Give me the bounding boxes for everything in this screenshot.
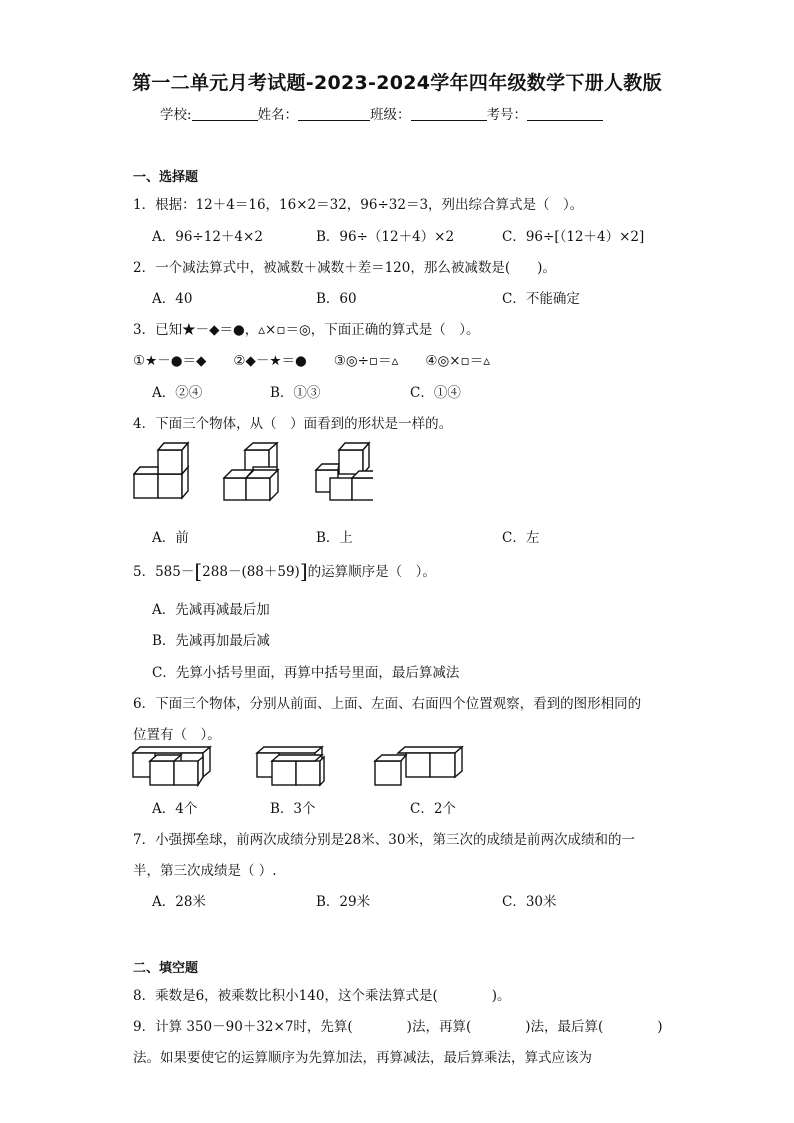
q6-option-a[interactable]: A．4个 [152,801,198,817]
class-blank[interactable] [411,106,487,121]
question-4: 4．下面三个物体，从（ ）面看到的形状是一样的。 [133,416,453,432]
school-label: 学校: [160,107,192,123]
q2-option-a[interactable]: A．40 [152,291,193,307]
q6-figure-1 [133,747,210,785]
class-label: 班级： [370,107,411,123]
school-blank[interactable] [192,106,258,121]
student-info-line [160,103,603,123]
q5-suffix: 的运算顺序是（ ）。 [307,564,436,580]
id-blank[interactable] [527,106,603,121]
question-2: 2．一个减法算式中，被减数＋减数＋差＝120，那么被减数是( )。 [133,260,556,276]
q2-option-c[interactable]: C．不能确定 [502,291,580,307]
q7-option-a[interactable]: A．28米 [152,894,206,910]
name-blank[interactable] [298,106,370,121]
q4-option-b[interactable]: B．上 [316,530,353,546]
q1-option-a[interactable]: A．96÷12＋4×2 [152,229,263,245]
q6-option-c[interactable]: C．2个 [410,801,456,817]
q7-option-c[interactable]: C．30米 [502,894,557,910]
q4-figure-3 [316,443,373,500]
name-label: 姓名： [257,107,299,123]
question-1: 1．根据：12＋4＝16，16×2＝32，96÷32＝3，列出综合算式是（ ）。 [133,197,584,213]
q6-figures [130,745,470,787]
question-3: 3．已知★－◆＝●，▵×▫＝◎，下面正确的算式是（ ）。 [133,322,480,338]
q4-option-a[interactable]: A．前 [152,530,189,546]
question-9-line-2: 法。如果要使它的运算顺序为先算加法，再算减法，最后算乘法，算式应该为 [133,1050,592,1066]
question-7-line-2: 半，第三次成绩是（ ）. [133,863,277,879]
page-title: 第一二单元月考试题-2023-2024学年四年级数学下册人教版 [132,72,662,94]
q5-option-c[interactable]: C．先算小括号里面，再算中括号里面，最后算减法 [152,665,460,681]
q4-option-c[interactable]: C．左 [502,530,540,546]
q1-option-b[interactable]: B．96÷（12＋4）×2 [316,229,455,245]
q5-bracket-left: [ [194,559,203,583]
q2-option-b[interactable]: B．60 [316,291,357,307]
question-6-line-1: 6．下面三个物体，分别从前面、上面、左面、右面四个位置观察，看到的图形相同的 [133,696,642,712]
q6-figure-3 [375,747,462,785]
question-8: 8．乘数是6，被乘数比积小140，这个乘法算式是( )。 [133,988,511,1004]
q5-expression: 288－(88＋59) [202,564,300,580]
q6-option-b[interactable]: B．3个 [270,801,316,817]
question-9-line-1: 9．计算 350－90＋32×7时，先算( )法，再算( )法，最后算( ) [133,1019,663,1035]
q4-figure-1 [134,443,188,498]
q5-option-a[interactable]: A．先减再减最后加 [152,602,270,618]
q5-option-b[interactable]: B．先减再加最后减 [152,633,270,649]
question-7-line-1: 7．小强掷垒球，前两次成绩分别是28米、30米，第三次的成绩是前两次成绩和的一 [133,832,635,848]
q5-bracket-right: ] [299,559,308,583]
q1-option-c[interactable]: C．96÷[（12＋4）×2] [502,229,645,245]
id-label: 考号： [486,107,528,123]
q3-option-c[interactable]: C．①④ [410,385,461,401]
q5-prefix: 5．585－ [133,564,195,580]
q6-figure-2 [257,747,324,785]
question-6-line-2: 位置有（ ）。 [133,727,221,743]
question-5 [133,559,436,583]
q3-option-b[interactable]: B．①③ [270,385,321,401]
section-title-fill: 二、填空题 [133,961,199,976]
q3-option-a[interactable]: A．②④ [152,385,203,401]
q3-statements: ①★－●＝◆ ②◆－★＝● ③◎÷▫＝▵ ④◎×▫＝▵ [133,353,490,369]
section-title-choice: 一、选择题 [133,170,199,185]
q4-figures [133,440,373,504]
q7-option-b[interactable]: B．29米 [316,894,371,910]
q4-figure-2 [224,443,278,500]
